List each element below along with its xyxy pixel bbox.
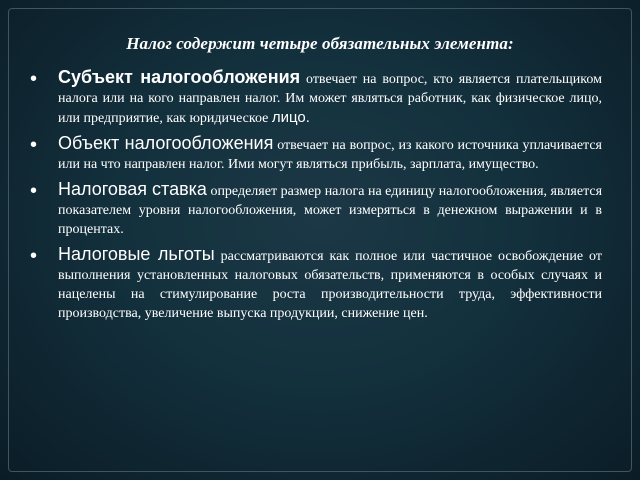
bullet-text: определяет размер налога на единицу налогообложения, является показателем уровня налогообложения, может измеряться в денежном выражении и в процентах. bbox=[58, 184, 603, 237]
bullet-text: отвечает на вопрос, кто является плательщиком налога или на кого направлен налог. Им может являться работник, как физическое лицо, или предприятие, как юридическое bbox=[58, 72, 602, 126]
bullet-term: Налоговые льготы bbox=[58, 244, 215, 264]
bullet-dot-icon: • bbox=[30, 180, 38, 202]
bullet-rate bbox=[30, 180, 602, 239]
bullet-text-tail: лицо. bbox=[271, 109, 310, 126]
slide-title: Налог содержит четыре обязательных элемента: bbox=[126, 34, 514, 53]
bullet-benefits bbox=[30, 245, 602, 323]
bullet-text: отвечает на вопрос, из какого источника уплачивается или на что направлен налог. Ими могут являться прибыль, зарплата, имущество. bbox=[58, 138, 602, 172]
bullet-dot-icon: • bbox=[30, 134, 38, 156]
bullet-term: Налоговая ставка bbox=[58, 179, 207, 199]
bullet-object bbox=[30, 134, 602, 174]
bullet-dot-icon: • bbox=[30, 68, 38, 90]
bullet-dot-icon: • bbox=[30, 245, 38, 267]
bullet-term: Субъект налогообложения bbox=[58, 67, 301, 87]
bullet-subject bbox=[30, 68, 602, 128]
bullet-text: рассматриваются как полное или частичное освобождение от выполнения установленных налоговых обязательств, применяются в особых случаях и нацелены на стимулирование роста производительности труда, эффективности производства, увеличение выпуска продукции, снижение цен. bbox=[58, 249, 602, 321]
bullet-term: Объект налогообложения bbox=[58, 133, 274, 153]
bullet-list bbox=[30, 68, 602, 329]
